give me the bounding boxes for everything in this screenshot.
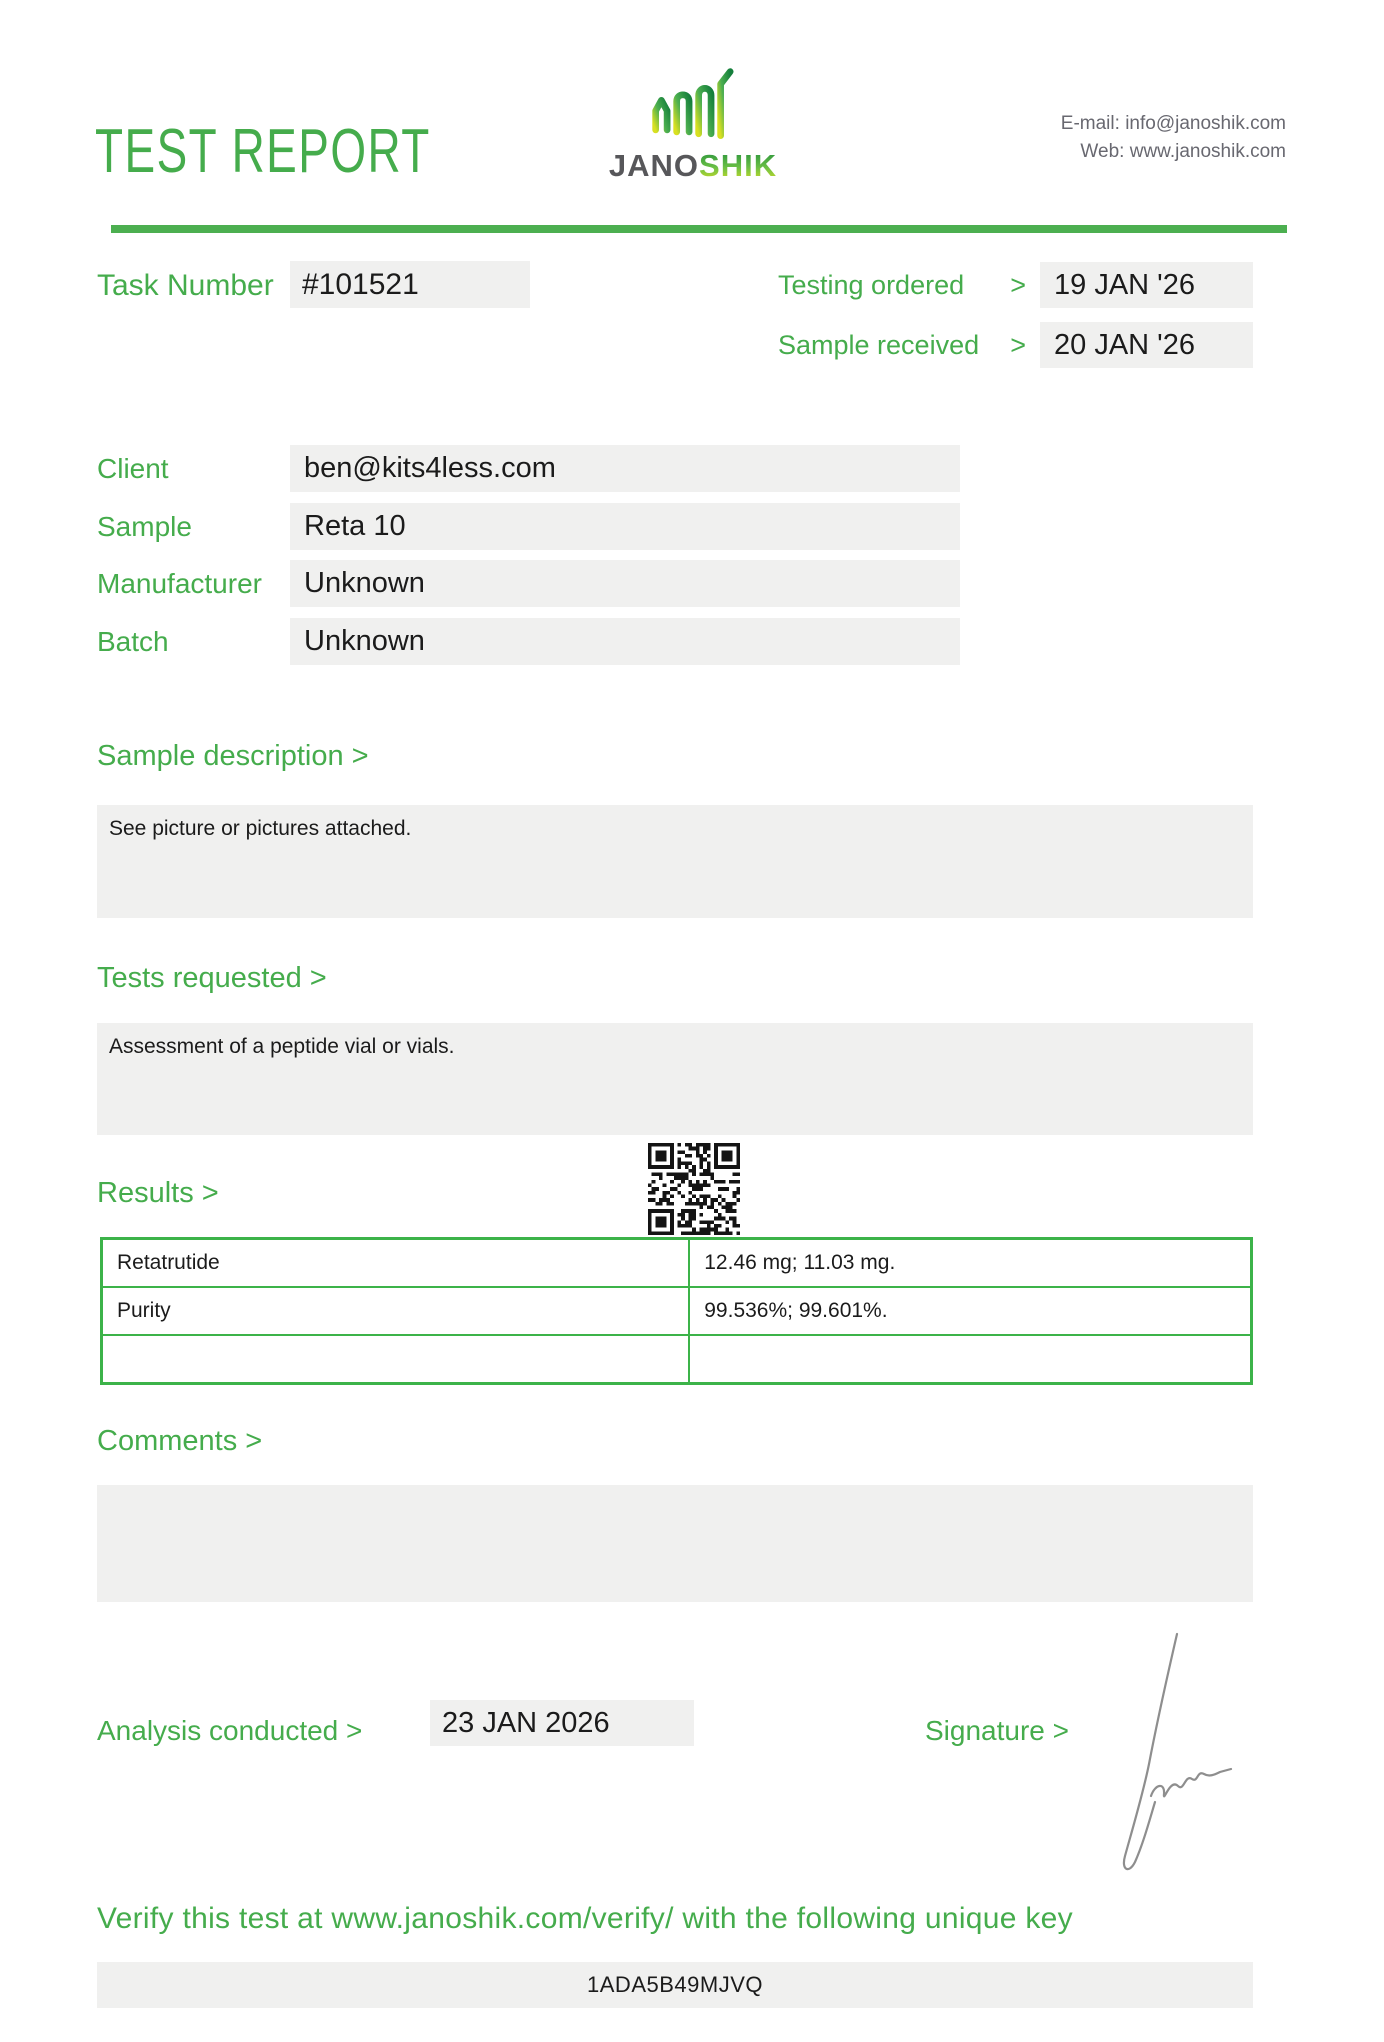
sample-description-body: See picture or pictures attached.: [109, 817, 412, 840]
testing-ordered-text: Testing ordered: [778, 270, 965, 300]
comments-box: [97, 1485, 1253, 1602]
result-value: [690, 1336, 1250, 1382]
email-value: info@janoshik.com: [1125, 113, 1286, 134]
web-label: Web:: [1080, 141, 1125, 162]
manufacturer-value: Unknown: [290, 560, 960, 607]
batch-label: Batch: [97, 626, 169, 657]
comments-heading: Comments >: [97, 1425, 263, 1457]
result-value: 99.536%; 99.601%.: [704, 1299, 888, 1322]
result-value: 12.46 mg; 11.03 mg.: [704, 1251, 896, 1274]
contact-email-line: [900, 110, 1286, 138]
header-divider-rule: [111, 225, 1287, 233]
sample-description-heading: Sample description >: [97, 740, 369, 772]
sample-received-text: Sample received: [778, 330, 980, 360]
testing-ordered-value: 19 JAN '26: [1040, 262, 1253, 308]
analysis-conducted-value: 23 JAN 2026: [430, 1700, 694, 1746]
result-name: Retatrutide: [103, 1240, 690, 1286]
client-value: ben@kits4less.com: [290, 445, 960, 492]
manufacturer-label: Manufacturer: [97, 568, 262, 599]
sample-description-box: [97, 805, 1253, 918]
tests-requested-body: Assessment of a peptide vial or vials.: [109, 1035, 455, 1058]
testing-ordered-arrow: >: [1010, 270, 1026, 300]
table-row: [103, 1288, 1250, 1336]
verify-instructions: Verify this test at www.janoshik.com/verify/ with the following unique key: [97, 1902, 1073, 1935]
results-heading: Results >: [97, 1177, 219, 1209]
handwritten-signature: [1105, 1628, 1240, 1878]
result-name: Purity: [103, 1288, 690, 1334]
growth-chart-logo-icon: [648, 66, 734, 153]
contact-web-line: [900, 138, 1286, 166]
result-name: [103, 1336, 690, 1382]
sample-label: Sample: [97, 511, 192, 542]
web-value: www.janoshik.com: [1129, 141, 1286, 162]
tests-requested-heading: Tests requested >: [97, 962, 327, 994]
signature-label: Signature >: [925, 1715, 1069, 1746]
logo-shik: SHIK: [699, 148, 778, 183]
batch-value: Unknown: [290, 618, 960, 665]
testing-ordered-label: [778, 262, 1026, 308]
tests-requested-box: [97, 1023, 1253, 1135]
table-row: [103, 1336, 1250, 1382]
logo-wordmark: [590, 148, 796, 184]
sample-value: Reta 10: [290, 503, 960, 550]
email-label: E-mail:: [1060, 113, 1120, 134]
client-label: Client: [97, 453, 169, 484]
results-table: [100, 1237, 1253, 1385]
analysis-conducted-label: Analysis conducted >: [97, 1715, 363, 1746]
task-number-label: Task Number: [97, 269, 274, 302]
qr-code: [648, 1143, 740, 1235]
verify-key: 1ADA5B49MJVQ: [97, 1962, 1253, 2008]
sample-received-label: [778, 322, 1026, 368]
contact-block: [900, 110, 1286, 166]
task-number-value: #101521: [290, 261, 530, 308]
page-title: TEST REPORT: [95, 117, 431, 186]
sample-received-value: 20 JAN '26: [1040, 322, 1253, 368]
sample-received-arrow: >: [1010, 330, 1026, 360]
logo-jano: JANO: [608, 148, 700, 183]
table-row: [103, 1240, 1250, 1288]
